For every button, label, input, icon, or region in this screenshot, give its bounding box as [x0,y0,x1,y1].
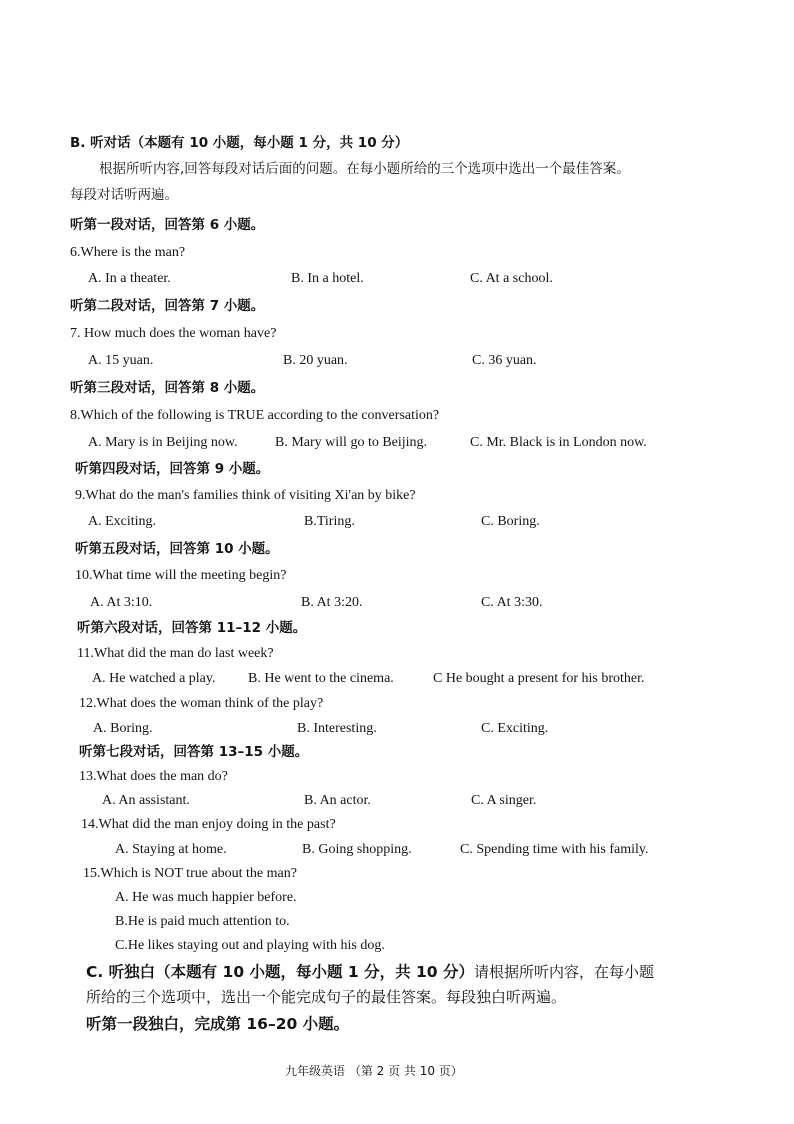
q8-option-b: B. Mary will go to Beijing. [275,435,428,450]
section-c-heading-line [86,964,654,981]
q13-option-b: B. An actor. [304,793,371,808]
dialog-4-heading: 听第四段对话，回答第 9 小题。 [75,461,270,477]
q12-stem: 12.What does the woman think of the play? [79,696,324,711]
dialog-3-heading: 听第三段对话，回答第 8 小题。 [70,380,265,396]
q14-option-a: A. Staying at home. [115,842,227,857]
q8-option-c: C. Mr. Black is in London now. [470,435,647,450]
q10-option-c: C. At 3:30. [481,595,543,610]
section-b-instruction-1: 根据所听内容,回答每段对话后面的问题。在每小题所给的三个选项中选出一个最佳答案。 [99,161,630,177]
section-c-instruction-2: 所给的三个选项中，选出一个能完成句子的最佳答案。每段独白听两遍。 [86,988,567,1006]
q11-option-a: A. He watched a play. [92,671,216,686]
q9-option-b: B.Tiring. [304,514,355,529]
q14-option-c: C. Spending time with his family. [460,842,649,857]
q11-option-c: C He bought a present for his brother. [433,671,645,686]
q11-option-b: B. He went to the cinema. [248,671,394,686]
section-c-instruction-1: 请根据所听内容，在每小题 [473,963,654,981]
page-footer: 九年级英语 （第 2 页 共 10 页） [285,1064,463,1078]
q13-option-a: A. An assistant. [102,793,190,808]
dialog-1-heading: 听第一段对话，回答第 6 小题。 [70,217,265,233]
dialog-2-heading: 听第二段对话，回答第 7 小题。 [70,298,265,314]
q10-stem: 10.What time will the meeting begin? [75,568,287,583]
dialog-6-heading: 听第六段对话，回答第 11–12 小题。 [77,620,307,636]
q9-option-a: A. Exciting. [88,514,157,529]
q12-option-b: B. Interesting. [297,721,377,736]
section-c-heading: C. 听独白（本题有 10 小题，每小题 1 分，共 10 分） [86,963,474,981]
q15-option-b: B.He is paid much attention to. [115,914,290,929]
q10-option-b: B. At 3:20. [301,595,363,610]
q14-option-b: B. Going shopping. [302,842,412,857]
q12-option-a: A. Boring. [93,721,153,736]
q13-option-c: C. A singer. [471,793,537,808]
dialog-7-heading: 听第七段对话，回答第 13–15 小题。 [79,744,309,760]
q11-stem: 11.What did the man do last week? [77,646,274,661]
section-b-heading: B. 听对话（本题有 10 小题，每小题 1 分，共 10 分） [70,135,409,151]
q15-option-a: A. He was much happier before. [115,890,297,905]
q8-option-a: A. Mary is in Beijing now. [88,435,238,450]
q14-stem: 14.What did the man enjoy doing in the past? [81,817,336,832]
q6-option-b: B. In a hotel. [291,271,364,286]
q9-option-c: C. Boring. [481,514,540,529]
q12-option-c: C. Exciting. [481,721,549,736]
q7-option-c: C. 36 yuan. [472,353,537,368]
q10-option-a: A. At 3:10. [90,595,153,610]
q13-stem: 13.What does the man do? [79,769,228,784]
q6-option-a: A. In a theater. [88,271,171,286]
q7-stem: 7. How much does the woman have? [70,326,277,341]
q15-option-c: C.He likes staying out and playing with his dog. [115,938,385,953]
section-b-instruction-2: 每段对话听两遍。 [70,187,178,203]
q6-option-c: C. At a school. [470,271,553,286]
dialog-5-heading: 听第五段对话，回答第 10 小题。 [75,541,279,557]
monologue-1-heading: 听第一段独白，完成第 16–20 小题。 [86,1015,350,1033]
q8-stem: 8.Which of the following is TRUE according to the conversation? [70,408,440,423]
q7-option-a: A. 15 yuan. [88,353,154,368]
q7-option-b: B. 20 yuan. [283,353,348,368]
q9-stem: 9.What do the man's families think of visiting Xi'an by bike? [75,488,416,503]
q15-stem: 15.Which is NOT true about the man? [83,866,297,881]
q6-stem: 6.Where is the man? [70,245,186,260]
